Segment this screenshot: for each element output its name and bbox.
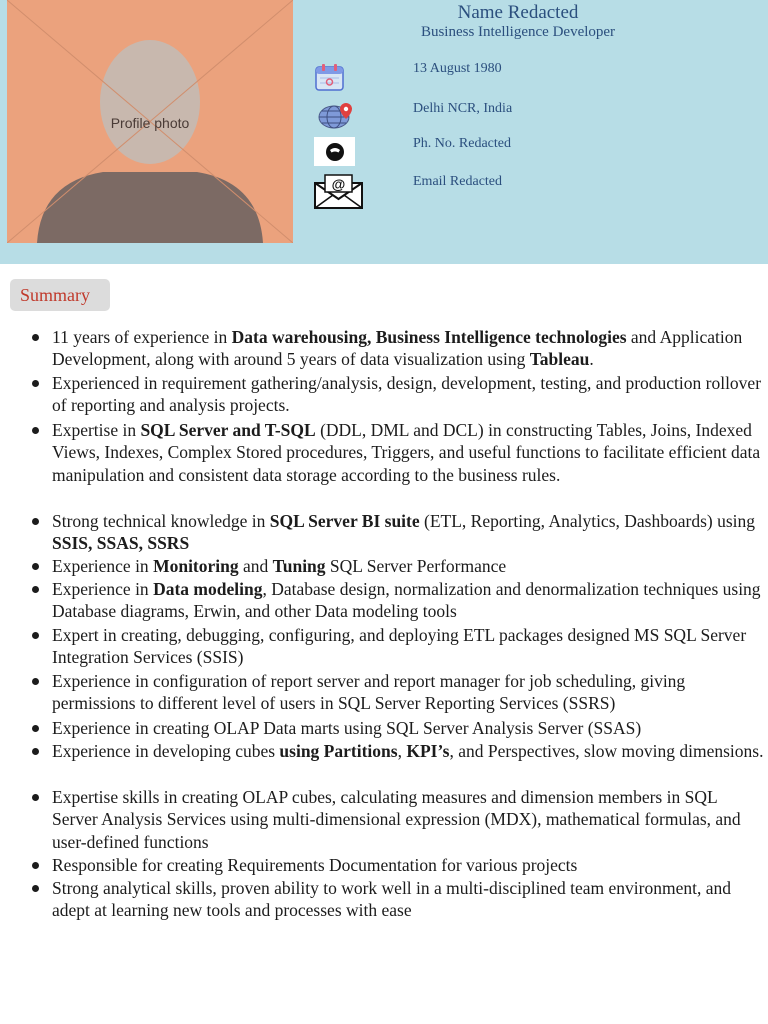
summary-item: Experience in Monitoring and Tuning SQL Server Performance bbox=[52, 555, 764, 577]
bold-keyword: KPI’s bbox=[406, 741, 450, 761]
calendar-icon bbox=[314, 62, 345, 92]
summary-item: Strong technical knowledge in SQL Server BI suite (ETL, Reporting, Analytics, Dashboards) using SSIS, SSAS, SSRS bbox=[52, 510, 764, 555]
bold-keyword: using Partitions bbox=[279, 741, 398, 761]
summary-item: Responsible for creating Requirements Documentation for various projects bbox=[52, 854, 764, 876]
globe-location-icon bbox=[314, 101, 356, 129]
candidate-role: Business Intelligence Developer bbox=[420, 24, 616, 40]
summary-item: Experience in Data modeling, Database design, normalization and denormalization techniques using Database diagrams, Erwin, and other Data modeling tools bbox=[52, 578, 764, 623]
bold-keyword: SSIS, SSAS, SSRS bbox=[52, 533, 190, 554]
bold-keyword: SQL Server BI suite bbox=[269, 511, 420, 531]
summary-item: Strong analytical skills, proven ability to work well in a multi-disciplined team environment, and adept at learning new tools and processes with ease bbox=[52, 877, 764, 922]
summary-item: Experience in configuration of report server and report manager for job scheduling, giving permissions to different level of users in SQL Server Reporting Services (SSRS) bbox=[52, 670, 764, 715]
bold-keyword: SQL Server and T-SQL bbox=[140, 420, 316, 440]
summary-item: Expert in creating, debugging, configuring, and deploying ETL packages designed MS SQL Server Integration Services (SSIS) bbox=[52, 624, 764, 669]
summary-item: Experienced in requirement gathering/analysis, design, development, testing, and production rollover of reporting and analysis projects. bbox=[52, 372, 764, 417]
email-address: Email Redacted bbox=[413, 174, 503, 189]
email-icon bbox=[314, 174, 363, 209]
bold-keyword: Tableau bbox=[529, 349, 590, 370]
summary-item: Expertise in SQL Server and T-SQL (DDL, DML and DCL) in constructing Tables, Joins, Indexed Views, Indexes, Complex Stored procedures, Triggers, and useful functions to facilitate efficient data manipulation and consistent data storage according to the business rules. bbox=[52, 419, 764, 486]
profile-photo bbox=[7, 0, 293, 243]
summary-item: Experience in developing cubes using Partitions, KPI’s, and Perspectives, slow moving dimensions. bbox=[52, 741, 764, 761]
birth-date: 13 August 1980 bbox=[413, 61, 502, 76]
summary-item: Expertise skills in creating OLAP cubes, calculating measures and dimension members in SQL Server Analysis Services using multi-dimensional expression (MDX), mathematical formulas, and user-defined functions bbox=[52, 786, 764, 853]
summary-item: Experience in creating OLAP Data marts using SQL Server Analysis Server (SSAS) bbox=[52, 717, 764, 739]
svg-text:@: @ bbox=[331, 176, 346, 192]
photo-label: Profile photo bbox=[110, 115, 190, 131]
bold-keyword: Tuning bbox=[272, 556, 326, 576]
bold-keyword: Data modeling bbox=[153, 579, 263, 599]
bold-keyword: Data warehousing, Business Intelligence technologies bbox=[231, 327, 627, 347]
location: Delhi NCR, India bbox=[413, 101, 513, 116]
bold-keyword: Monitoring bbox=[153, 556, 239, 576]
summary-heading: Summary bbox=[10, 279, 110, 311]
phone-number: Ph. No. Redacted bbox=[413, 136, 511, 151]
phone-icon bbox=[314, 137, 355, 166]
candidate-name: Name Redacted bbox=[457, 2, 579, 23]
summary-item: 11 years of experience in Data warehousing, Business Intelligence technologies and Application Development, along with around 5 years of data visualization using Tableau. bbox=[52, 326, 764, 371]
